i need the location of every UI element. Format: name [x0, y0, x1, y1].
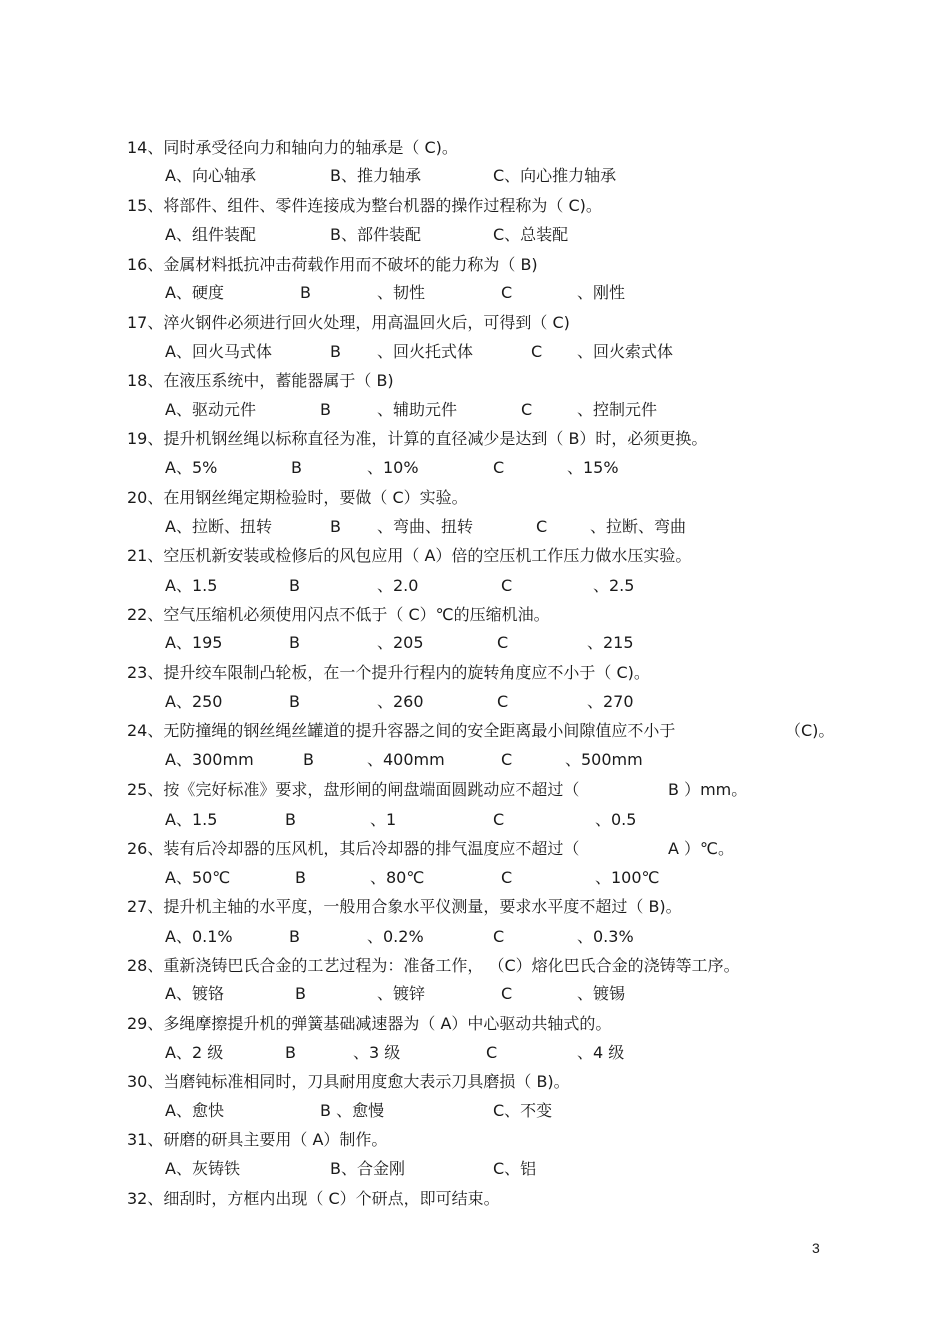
- option-c: 、215: [587, 633, 634, 652]
- option-c: 、2.5: [593, 576, 635, 595]
- option-b: 、205: [377, 633, 424, 652]
- question-16: 16、金属材料抵抗冲击荷载作用而不破坏的能力称为（ B): [127, 255, 538, 274]
- option-c: C、向心推力轴承: [493, 166, 617, 185]
- option-c: C、不变: [493, 1101, 553, 1120]
- option-b: 、3 级: [353, 1043, 401, 1062]
- option-a: A、组件装配: [165, 225, 256, 244]
- option-b-letter: B: [295, 868, 306, 887]
- question-24-answer: （C)。: [785, 721, 835, 740]
- option-c-letter: C: [493, 458, 505, 477]
- option-a: A、250: [165, 692, 223, 711]
- option-b-letter: B: [303, 750, 314, 769]
- option-a: A、5%: [165, 458, 218, 477]
- option-b: B、合金刚: [330, 1159, 405, 1178]
- option-a: A、硬度: [165, 283, 224, 302]
- option-c: 、500mm: [565, 750, 643, 769]
- option-a: A、拉断、扭转: [165, 517, 272, 536]
- option-c: 、拉断、弯曲: [590, 517, 687, 536]
- option-c: 、100℃: [595, 868, 660, 887]
- option-a: A、1.5: [165, 576, 218, 595]
- option-b-letter: B: [285, 1043, 296, 1062]
- option-a: A、50℃: [165, 868, 231, 887]
- question-22: 22、空气压缩机必须使用闪点不低于（ C）℃的压缩机油。: [127, 605, 550, 624]
- option-a: A、镀铬: [165, 984, 224, 1003]
- question-26: 26、装有后冷却器的压风机，其后冷却器的排气温度应不超过（: [127, 839, 580, 858]
- question-14: 14、同时承受径向力和轴向力的轴承是（ C)。: [127, 138, 458, 157]
- question-24: 24、无防撞绳的钢丝绳丝罐道的提升容器之间的安全距离最小间隙值应不小于: [127, 721, 676, 740]
- option-b-letter: B: [289, 692, 300, 711]
- option-b-letter: B: [300, 283, 311, 302]
- option-b: 、10%: [367, 458, 419, 477]
- option-b: 、弯曲、扭转: [377, 517, 474, 536]
- question-18: 18、在液压系统中，蓄能器属于（ B): [127, 371, 394, 390]
- option-b: 、1: [370, 810, 397, 829]
- option-c-letter: C: [486, 1043, 498, 1062]
- option-b: B 、愈慢: [320, 1101, 385, 1120]
- option-c-letter: C: [501, 868, 513, 887]
- option-a: A、1.5: [165, 810, 218, 829]
- option-b: B、推力轴承: [330, 166, 421, 185]
- question-32: 32、细刮时，方框内出现（ C）个研点，即可结束。: [127, 1189, 500, 1208]
- option-a: A、灰铸铁: [165, 1159, 240, 1178]
- option-c: 、刚性: [577, 283, 626, 302]
- option-b: 、260: [377, 692, 424, 711]
- option-b-letter: B: [289, 633, 300, 652]
- option-a: A、愈快: [165, 1101, 224, 1120]
- question-21: 21、空压机新安装或检修后的风包应用（ A）倍的空压机工作压力做水压实验。: [127, 546, 692, 565]
- option-b-letter: B: [330, 517, 341, 536]
- question-29: 29、多绳摩擦提升机的弹簧基础减速器为（ A）中心驱动共轴式的。: [127, 1014, 612, 1033]
- question-23: 23、提升绞车限制凸轮板，在一个提升行程内的旋转角度应不小于（ C)。: [127, 663, 650, 682]
- option-b-letter: B: [289, 576, 300, 595]
- option-b-letter: B: [291, 458, 302, 477]
- option-c: C、总装配: [493, 225, 569, 244]
- option-b: B、部件装配: [330, 225, 421, 244]
- option-b-letter: B: [289, 927, 300, 946]
- option-a: A、向心轴承: [165, 166, 256, 185]
- option-b-letter: B: [330, 342, 341, 361]
- option-c: 、0.5: [595, 810, 637, 829]
- option-a: A、回火马式体: [165, 342, 272, 361]
- option-b-letter: B: [320, 400, 331, 419]
- option-c-letter: C: [531, 342, 543, 361]
- option-c: 、镀锡: [577, 984, 626, 1003]
- option-c-letter: C: [501, 576, 513, 595]
- question-25-answer: B ）mm。: [668, 780, 748, 799]
- option-b: 、镀锌: [377, 984, 426, 1003]
- question-19: 19、提升机钢丝绳以标称直径为准，计算的直径减少是达到（ B）时，必须更换。: [127, 429, 708, 448]
- option-c-letter: C: [501, 984, 513, 1003]
- option-a: A、300mm: [165, 750, 254, 769]
- option-c: 、15%: [567, 458, 619, 477]
- option-c-letter: C: [497, 633, 509, 652]
- option-b: 、400mm: [367, 750, 445, 769]
- option-c: C、铝: [493, 1159, 537, 1178]
- question-26-answer: A ）℃。: [668, 839, 735, 858]
- option-b: 、2.0: [377, 576, 419, 595]
- option-c: 、270: [587, 692, 634, 711]
- option-c-letter: C: [497, 692, 509, 711]
- option-c: 、4 级: [577, 1043, 625, 1062]
- question-15: 15、将部件、组件、零件连接成为整台机器的操作过程称为（ C)。: [127, 196, 602, 215]
- question-27: 27、提升机主轴的水平度，一般用合象水平仪测量，要求水平度不超过（ B)。: [127, 897, 682, 916]
- option-b: 、辅助元件: [377, 400, 458, 419]
- question-17: 17、淬火钢件必须进行回火处理，用高温回火后，可得到（ C): [127, 313, 570, 332]
- option-a: A、2 级: [165, 1043, 224, 1062]
- page-number: 3: [812, 1240, 820, 1256]
- option-a: A、0.1%: [165, 927, 233, 946]
- option-a: A、驱动元件: [165, 400, 256, 419]
- question-25: 25、按《完好标准》要求，盘形闸的闸盘端面圆跳动应不超过（: [127, 780, 580, 799]
- option-b-letter: B: [295, 984, 306, 1003]
- option-c-letter: C: [501, 283, 513, 302]
- option-b: 、回火托式体: [377, 342, 474, 361]
- option-b-letter: B: [285, 810, 296, 829]
- option-c-letter: C: [493, 810, 505, 829]
- option-a: A、195: [165, 633, 223, 652]
- option-c: 、控制元件: [577, 400, 658, 419]
- option-c: 、0.3%: [577, 927, 634, 946]
- option-c-letter: C: [501, 750, 513, 769]
- option-c-letter: C: [521, 400, 533, 419]
- option-c-letter: C: [493, 927, 505, 946]
- option-b: 、80℃: [370, 868, 425, 887]
- option-c: 、回火索式体: [577, 342, 674, 361]
- question-31: 31、研磨的研具主要用（ A）制作。: [127, 1130, 388, 1149]
- option-b: 、韧性: [377, 283, 426, 302]
- question-30: 30、当磨钝标准相同时，刀具耐用度愈大表示刀具磨损（ B)。: [127, 1072, 570, 1091]
- question-20: 20、在用钢丝绳定期检验时，要做（ C）实验。: [127, 488, 468, 507]
- option-c-letter: C: [536, 517, 548, 536]
- option-b: 、0.2%: [367, 927, 424, 946]
- question-28: 28、重新浇铸巴氏合金的工艺过程为：准备工作， （C）熔化巴氏合金的浇铸等工序。: [127, 956, 740, 975]
